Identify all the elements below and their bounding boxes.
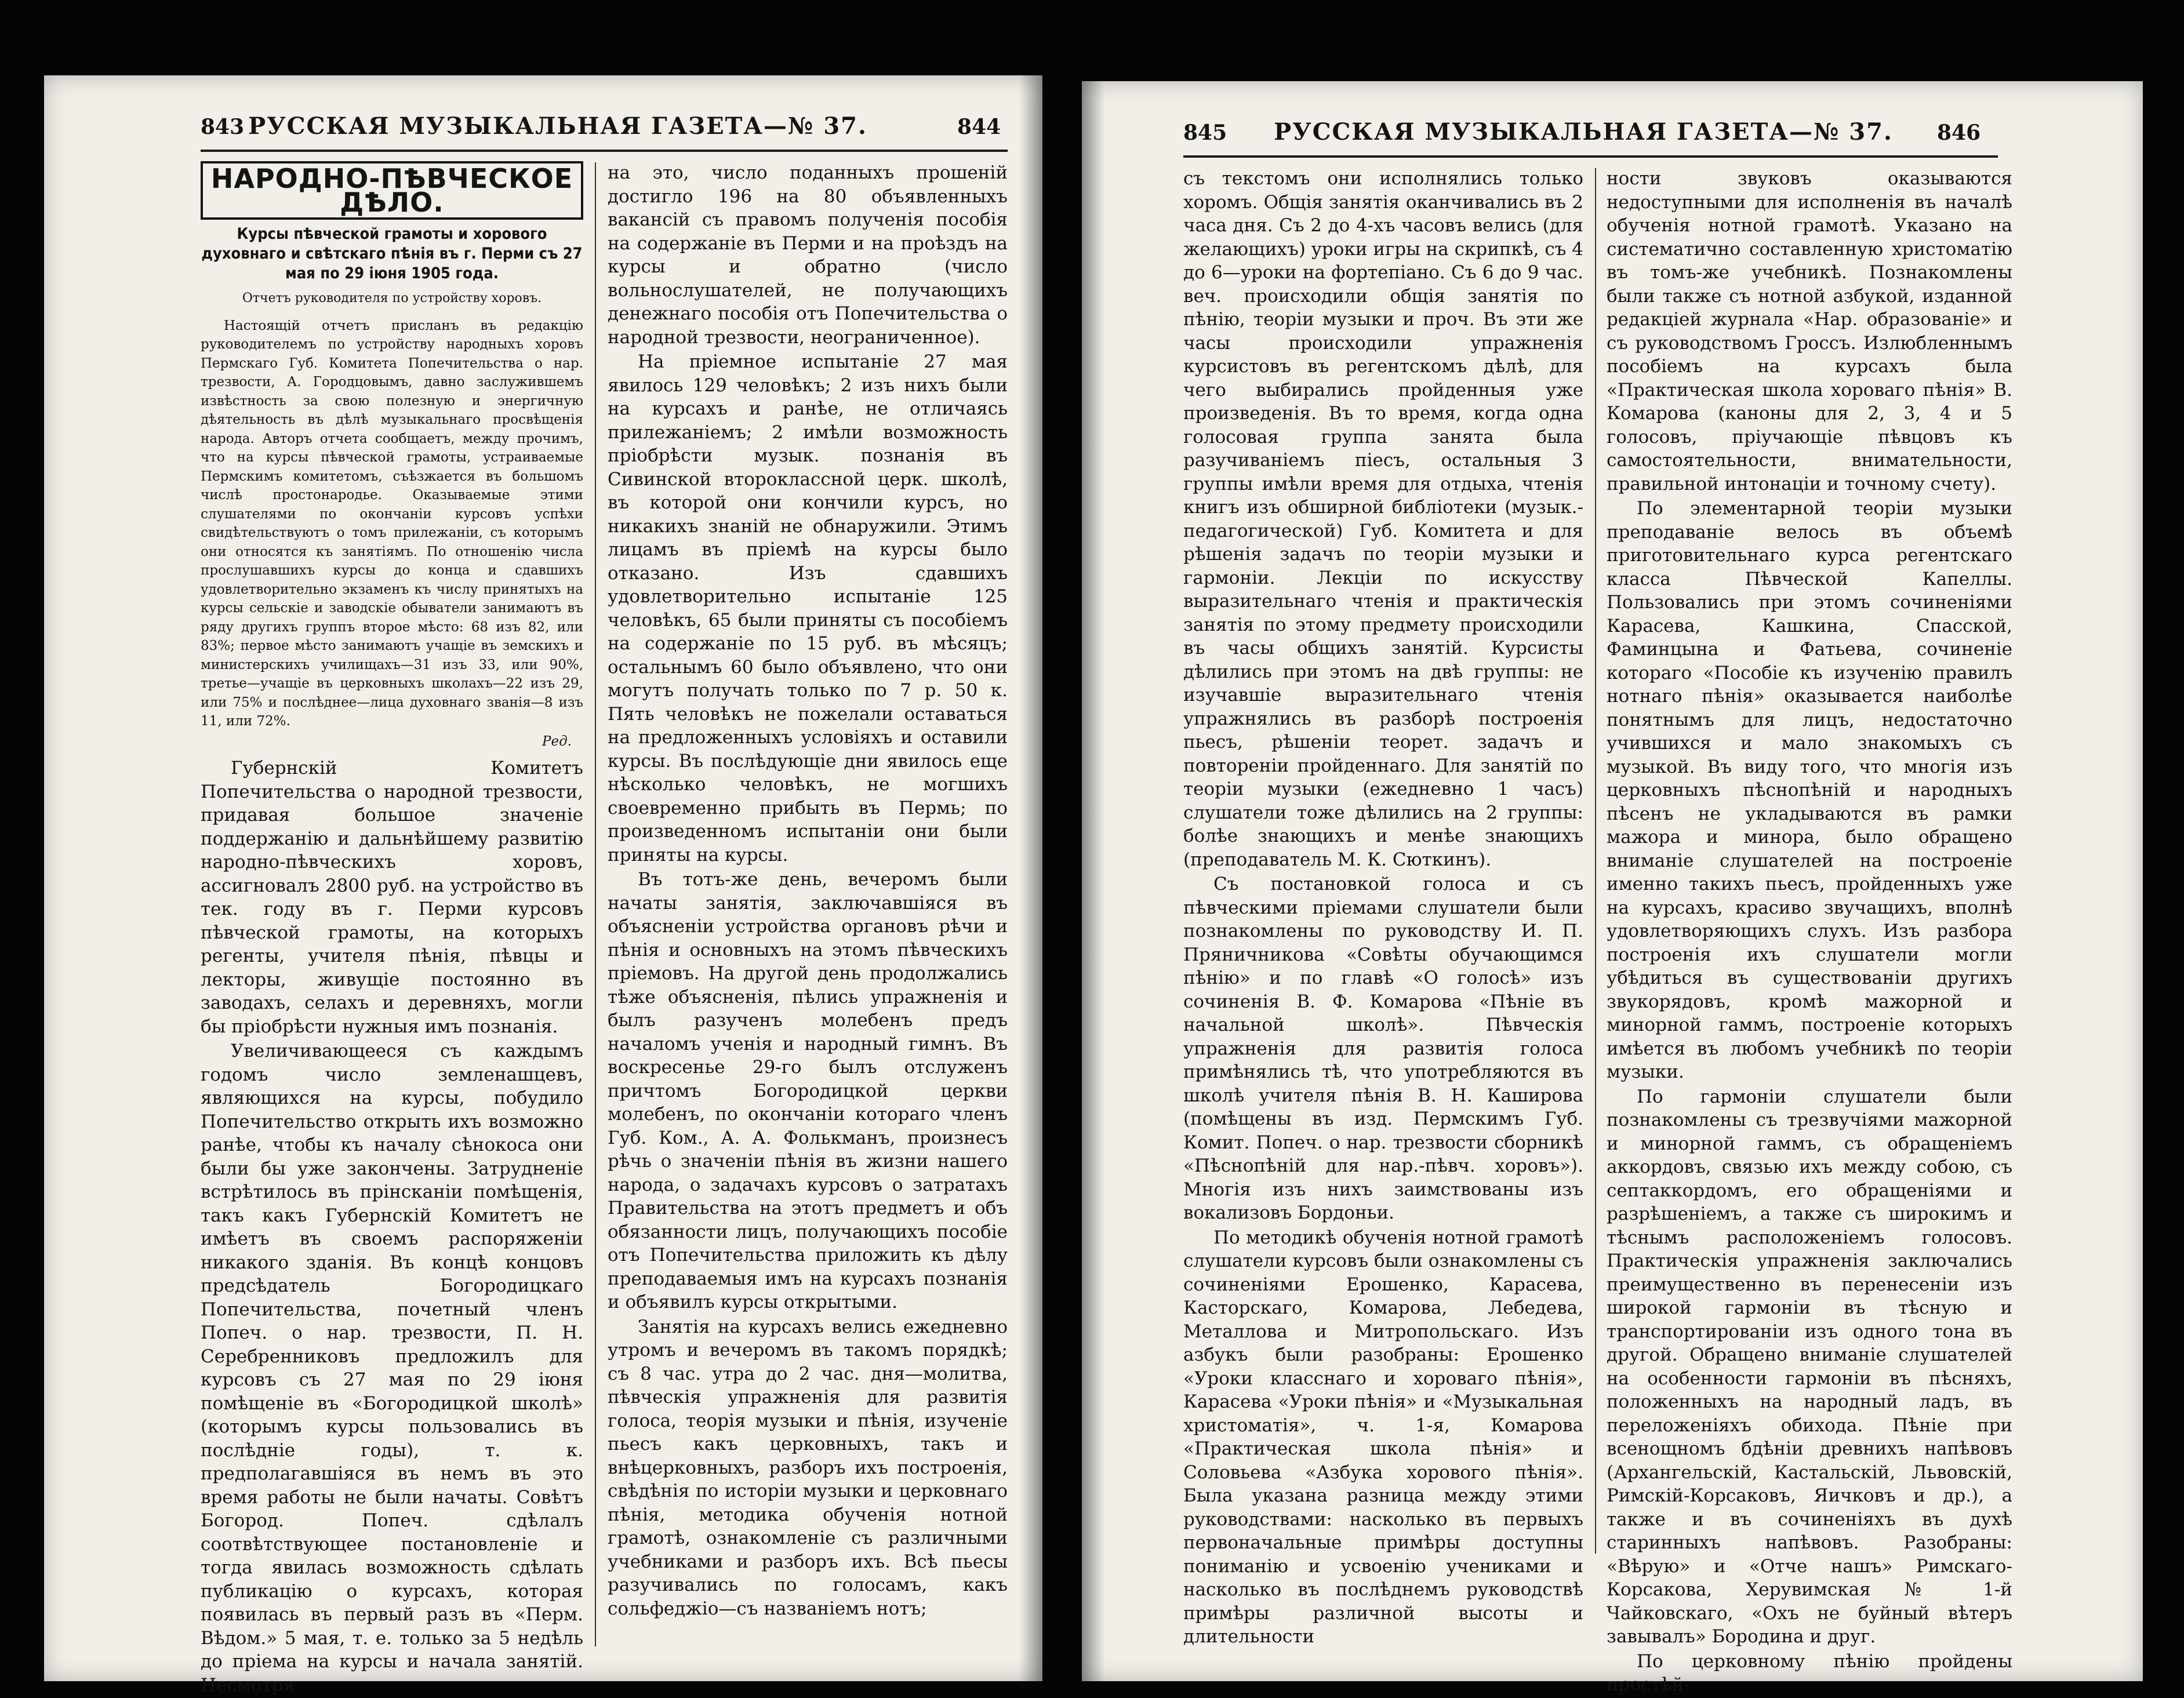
paragraph: По методикѣ обученія нотной грамотѣ слушатели курсовъ были ознакомлены съ сочиненіями Ерошенко, Карасева, Касторскаго, Комарова, Лебедева, Металлова и Митропольскаго. Изъ азбукъ были разобраны: Ерошенко «Уроки класснаго и хороваго пѣнія», Карасева «Уроки пѣнія» и «Музыкальная христоматія», ч. 1-я, Комарова «Практическая школа пѣнія» и Соловьева «Азбука хорового пѣнія». Была указана разница между этими руководствами: насколько въ первыхъ первоначальные примѣры доступны пониманію и усвоенію учениками и насколько въ послѣднемъ руководствѣ примѣры различной высоты и длительности: [1183, 1227, 1583, 1647]
left-page-header: [44, 110, 1042, 151]
preface-sign: Ред.: [542, 733, 572, 749]
right-page: [1082, 81, 2143, 1695]
right-page-header: [1082, 116, 2143, 157]
paragraph: Занятія на курсахъ велись ежедневно утромъ и вечеромъ въ такомъ порядкѣ; съ 8 час. утра до 2 час. дня—молитва, пѣвческія упражненія для развитія голоса, теорія музыки и пѣнія, изученіе пьесъ какъ церковныхъ, такъ и внѣцерковныхъ, разборъ ихъ построенія, свѣдѣнія по исторіи музыки и церковнаго пѣнія, методика обученія нотной грамотѣ, ознакомленіе съ различными учебниками и разборъ ихъ. Всѣ пьесы разучивались по голосамъ, какъ сольфеджіо—съ названіемъ нотъ;: [608, 1316, 1008, 1619]
gutter-shadow: [1082, 81, 1105, 1681]
column-1: [201, 161, 583, 1698]
article-headline: НАРОДНО-ПѢВЧЕСКОЕ ДѢЛО.: [201, 161, 583, 220]
column-3: [1183, 167, 1583, 1650]
column-divider: [595, 162, 596, 1646]
paragraph: Съ постановкой голоса и съ пѣвческими пріемами слушатели были познакомлены по руководству И. П. Пряничникова «Совѣты обучающимся пѣнію» и по главѣ «О голосѣ» изъ сочиненія В. Ф. Комарова «Пѣніе въ начальной школѣ». Пѣвческія упражненія для развитія голоса примѣнялись тѣ, что употребляются въ школѣ учителя пѣнія В. Н. Каширова (помѣщены въ изд. Пермскимъ Губ. Комит. Попеч. о нар. трезвости сборникѣ «Пѣснопѣній для нар.-пѣвч. хоровъ»). Многія изъ нихъ заимствованы изъ вокализовъ Бордоньи.: [1183, 874, 1583, 1223]
newspaper-title: РУССКАЯ МУЗЫКАЛЬНАЯ ГАЗЕТА—№ 37.: [248, 112, 867, 140]
page-number-844: 844: [957, 115, 1001, 139]
article-byline: Отчетъ руководителя по устройству хоровъ.: [242, 291, 542, 306]
paragraph: на это, число поданныхъ прошеній достигло 196 на 80 объявленныхъ вакансій съ правомъ полученія пособія на содержаніе въ Перми и на проѣздъ на курсы и обратно (число вольнослушателей, не получающихъ денежнаго пособія отъ Попечительства о народной трезвости, неограниченное).: [608, 162, 1008, 348]
column-4: [1607, 167, 2012, 1698]
gutter-shadow: [1019, 75, 1042, 1681]
column-divider: [1595, 168, 1596, 1554]
paragraph: По гармоніи слушатели были познакомлены съ трезвучіями мажорной и минорной гаммъ, съ обращеніемъ аккордовъ, связью ихъ между собою, съ септаккордомъ, его обращеніями и разрѣшеніемъ, а также съ широкимъ и тѣснымъ расположеніемъ голосовъ. Практическія упражненія заключались преимущественно въ перенесеніи изъ широкой гармоніи въ тѣсную и транспортированіи изъ одного тона въ другой. Обращено вниманіе слушателей на особенности гармоніи въ пѣсняхъ, положенныхъ на народный ладъ, въ переложеніяхъ обихода. Пѣніе при всенощномъ бдѣніи древнихъ напѣвовъ (Архангельскій, Кастальскій, Львовскій, Римскій-Корсаковъ, Яичковъ и др.), а также и въ сочиненіяхъ въ духѣ старинныхъ напѣвовъ. Разобраны: «Вѣрую» и «Отче нашъ» Римскаго-Корсакова, Херувимская № 1-й Чайковскаго, «Охъ не буйный вѣтеръ завывалъ» Бородина и друг.: [1607, 1086, 2012, 1647]
header-rule: [1183, 155, 1998, 158]
paragraph: ности звуковъ оказываются недоступными для исполненія въ началѣ обученія нотной грамотѣ. Указано на систематично составленную христоматію въ томъ-же учебникѣ. Познакомлены были также съ нотной азбукой, изданной редакціей журнала «Нар. образованіе» и съ руководствомъ Гроссъ. Излюбленнымъ пособіемъ на курсахъ была «Практическая школа хороваго пѣнія» В. Комарова (каноны для 2, 3, 4 и 5 голосовъ, пріучающіе пѣвцовъ къ самостоятельности, внимательности, правильной интонаціи и точному счету).: [1607, 168, 2012, 495]
page-number-846: 846: [1937, 121, 1981, 145]
article-subtitle: Курсы пѣвческой грамоты и хорового духовнаго и свѣтскаго пѣнія въ г. Перми съ 27 мая по 29 іюня 1905 года.: [201, 225, 583, 282]
left-page: [44, 75, 1042, 1696]
page-number-843: 843: [201, 115, 245, 139]
paragraph: Увеличивающееся съ каждымъ годомъ число земленашцевъ, являющихся на курсы, побудило Попечительство открыть ихъ возможно ранѣе, чтобы къ началу сѣнокоса они были бы уже закончены. Затрудненіе встрѣтилось въ прінсканіи помѣщенія, такъ какъ Губернскій Комитетъ не имѣетъ въ своемъ распоряженіи никакого зданія. Въ концѣ концовъ предсѣдатель Богородицкаго Попечительства, почетный членъ Попеч. о нар. трезвости, П. Н. Серебренниковъ предложилъ для курсовъ съ 27 мая по 29 іюня помѣщеніе въ «Богородицкой школѣ» (которымъ курсы пользовались въ послѣдніе годы), т. к. предполагавшіяся въ немъ въ это время работы не были начаты. Совѣтъ Богород. Попеч. сдѣлалъ соотвѣтствующее постановленіе и тогда явилась возможность сдѣлать публикацію о курсахъ, которая появилась въ первый разъ въ «Перм. Вѣдом.» 5 мая, т. е. только за 5 недѣль до пріема на курсы и начала занятій. Несмотря: [201, 1041, 583, 1696]
editor-preface: [201, 317, 583, 751]
preface-text: Настоящій отчетъ присланъ въ редакцію руководителемъ по устройству народныхъ хоровъ Пермскаго Губ. Комитета Попечительства о нар. трезвости, А. Городцовымъ, давно заслужившемъ извѣстность за свою полезную и энергичную дѣятельность въ дѣлѣ музыкальнаго просвѣщенія народа. Авторъ отчета сообщаетъ, между прочимъ, что на курсы пѣвческой грамоты, устраиваемые Пермскимъ комитетомъ, съѣзжается въ большомъ числѣ простонародье. Оказываемые этими слушателями по окончаніи курсовъ успѣхи свидѣтельствуютъ о томъ прилежаніи, съ которымъ они относятся къ занятіямъ. По отношенію числа прослушавшихъ курсы до конца и сдавшихъ удовлетворительно экзаменъ къ числу принятыхъ на курсы сельскіе и заводскіе обыватели занимаютъ въ ряду другихъ группъ второе мѣсто: 68 изъ 82, или 83%; первое мѣсто занимаютъ учащіе въ земскихъ и министерскихъ училищахъ—31 изъ 33, или 90%, третье—учащіе въ церковныхъ школахъ—22 изъ 29, или 75% и послѣднее—лица духовнаго званія—8 изъ 11, или 72%.: [201, 318, 583, 729]
paragraph: На пріемное испытаніе 27 мая явилось 129 человѣкъ; 2 изъ нихъ были на курсахъ и ранѣе, не отличаясь прилежаніемъ; 2 имѣли возможность пріобрѣсти музык. познанія въ Сивинской второклассной церк. школѣ, въ которой они кончили курсъ, но никакихъ знаній не обнаружили. Этимъ лицамъ въ пріемѣ на курсы было отказано. Изъ сдавшихъ удовлетворительно испытаніе 125 человѣкъ, 65 были приняты съ пособіемъ на содержаніе по 15 руб. въ мѣсяцъ; остальнымъ 60 было объявлено, что они могутъ получать только по 7 р. 50 к. Пять человѣкъ не пожелали оставаться на предложенныхъ условіяхъ и оставили курсы. Въ послѣдующіе дни явилось еще нѣсколько человѣкъ, не могшихъ своевременно прибыть въ Пермь; по произведенномъ испытаніи они были приняты на курсы.: [608, 351, 1008, 866]
paragraph: По церковному пѣнію пройдены простѣй-: [1607, 1650, 2012, 1695]
column-2: [608, 161, 1008, 1621]
paragraph: По элементарной теоріи музыки преподаваніе велось въ объемѣ приготовительнаго курса регентскаго класса Пѣвческой Капеллы. Пользовались при этомъ сочиненіями Карасева, Кашкина, Спасской, Фаминцына и Фатьева, сочиненіе котораго «Пособіе къ изученію правилъ нотнаго пѣнія» оказывается наиболѣе понятнымъ для лицъ, недостаточно учившихся и мало знакомыхъ съ музыкой. Въ виду того, что многія изъ церковныхъ пѣснопѣній и народныхъ пѣсенъ не укладываются въ рамки мажора и минора, было обращено вниманіе слушателей на построеніе именно такихъ пьесъ, пройденныхъ уже на курсахъ, красиво звучащихъ, вполнѣ удовлетворяющихъ слухъ. Изъ разбора построенія ихъ слушатели могли убѣдиться въ существованіи другихъ звукорядовъ, кромѣ мажорной и минорной гаммъ, построеніе которыхъ имѣется въ любомъ учебникѣ по теоріи музыки.: [1607, 498, 2012, 1082]
paragraph: Въ тотъ-же день, вечеромъ были начаты занятія, заключавшіяся въ объясненіи устройства органовъ рѣчи и пѣнія и основныхъ на этомъ пѣвческихъ пріемовъ. На другой день продолжались тѣже объясненія, пѣлись упражненія и былъ разученъ молебенъ предъ началомъ ученія и народный гимнъ. Въ воскресенье 29-го былъ отслуженъ причтомъ Богородицкой церкви молебенъ, по окончаніи котораго членъ Губ. Ком., А. А. Фолькманъ, произнесъ рѣчь о значеніи пѣнія въ жизни нашего народа, о задачахъ курсовъ о затратахъ Правительства на этотъ предметъ и объ обязанности лицъ, получающихъ пособіе отъ Попечительства приложить къ дѣлу преподаваемыя имъ на курсахъ познанія и объявилъ курсы открытыми.: [608, 869, 1008, 1312]
paragraph: Губернскій Комитетъ Попечительства о народной трезвости, придавая большое значеніе поддержанію и дальнѣйшему развитію народно-пѣвческихъ хоровъ, ассигновалъ 2800 руб. на устройство въ тек. году въ г. Перми курсовъ пѣвческой грамоты, на которыхъ регенты, учителя пѣнія, пѣвцы и лекторы, живущіе постоянно въ заводахъ, селахъ и деревняхъ, могли бы пріобрѣсти нужныя имъ познанія.: [201, 758, 583, 1037]
page-number-845: 845: [1183, 121, 1227, 145]
paragraph: съ текстомъ они исполнялись только хоромъ. Общія занятія оканчивались въ 2 часа дня. Съ 2 до 4-хъ часовъ велись (для желающихъ) уроки игры на скрипкѣ, съ 4 до 6—уроки на фортепіано. Съ 6 до 9 час. веч. происходили общія занятія по пѣнію, теоріи музыки и проч. Въ эти же часы происходили упражненія курсистовъ въ регентскомъ дѣлѣ, для чего выбирались пройденныя уже произведенія. Въ то время, когда одна голосовая группа занята была разучиваніемъ піесъ, остальныя 3 группы имѣли время для отдыха, чтенія книгъ изъ обширной библіотеки (музык.-педагогической) Губ. Комитета и для рѣшенія задачъ по теоріи музыки и гармоніи. Лекціи по искусству выразительнаго чтенія и практическія занятія по этому предмету происходили въ часы общихъ занятій. Курсисты дѣлились при этомъ на двѣ группы: не изучавшіе выразительнаго чтенія упражнялись въ разборѣ построенія пьесъ, рѣшеніи теорет. задачъ и повтореніи пройденнаго. Для занятій по теоріи музыки (ежедневно 1 часъ) слушатели тоже дѣлились на 2 группы: болѣе знающихъ и менѣе знающихъ (преподаватель М. К. Сюткинъ).: [1183, 168, 1583, 870]
header-rule: [201, 150, 1008, 152]
newspaper-title: РУССКАЯ МУЗЫКАЛЬНАЯ ГАЗЕТА—№ 37.: [1274, 118, 1893, 146]
